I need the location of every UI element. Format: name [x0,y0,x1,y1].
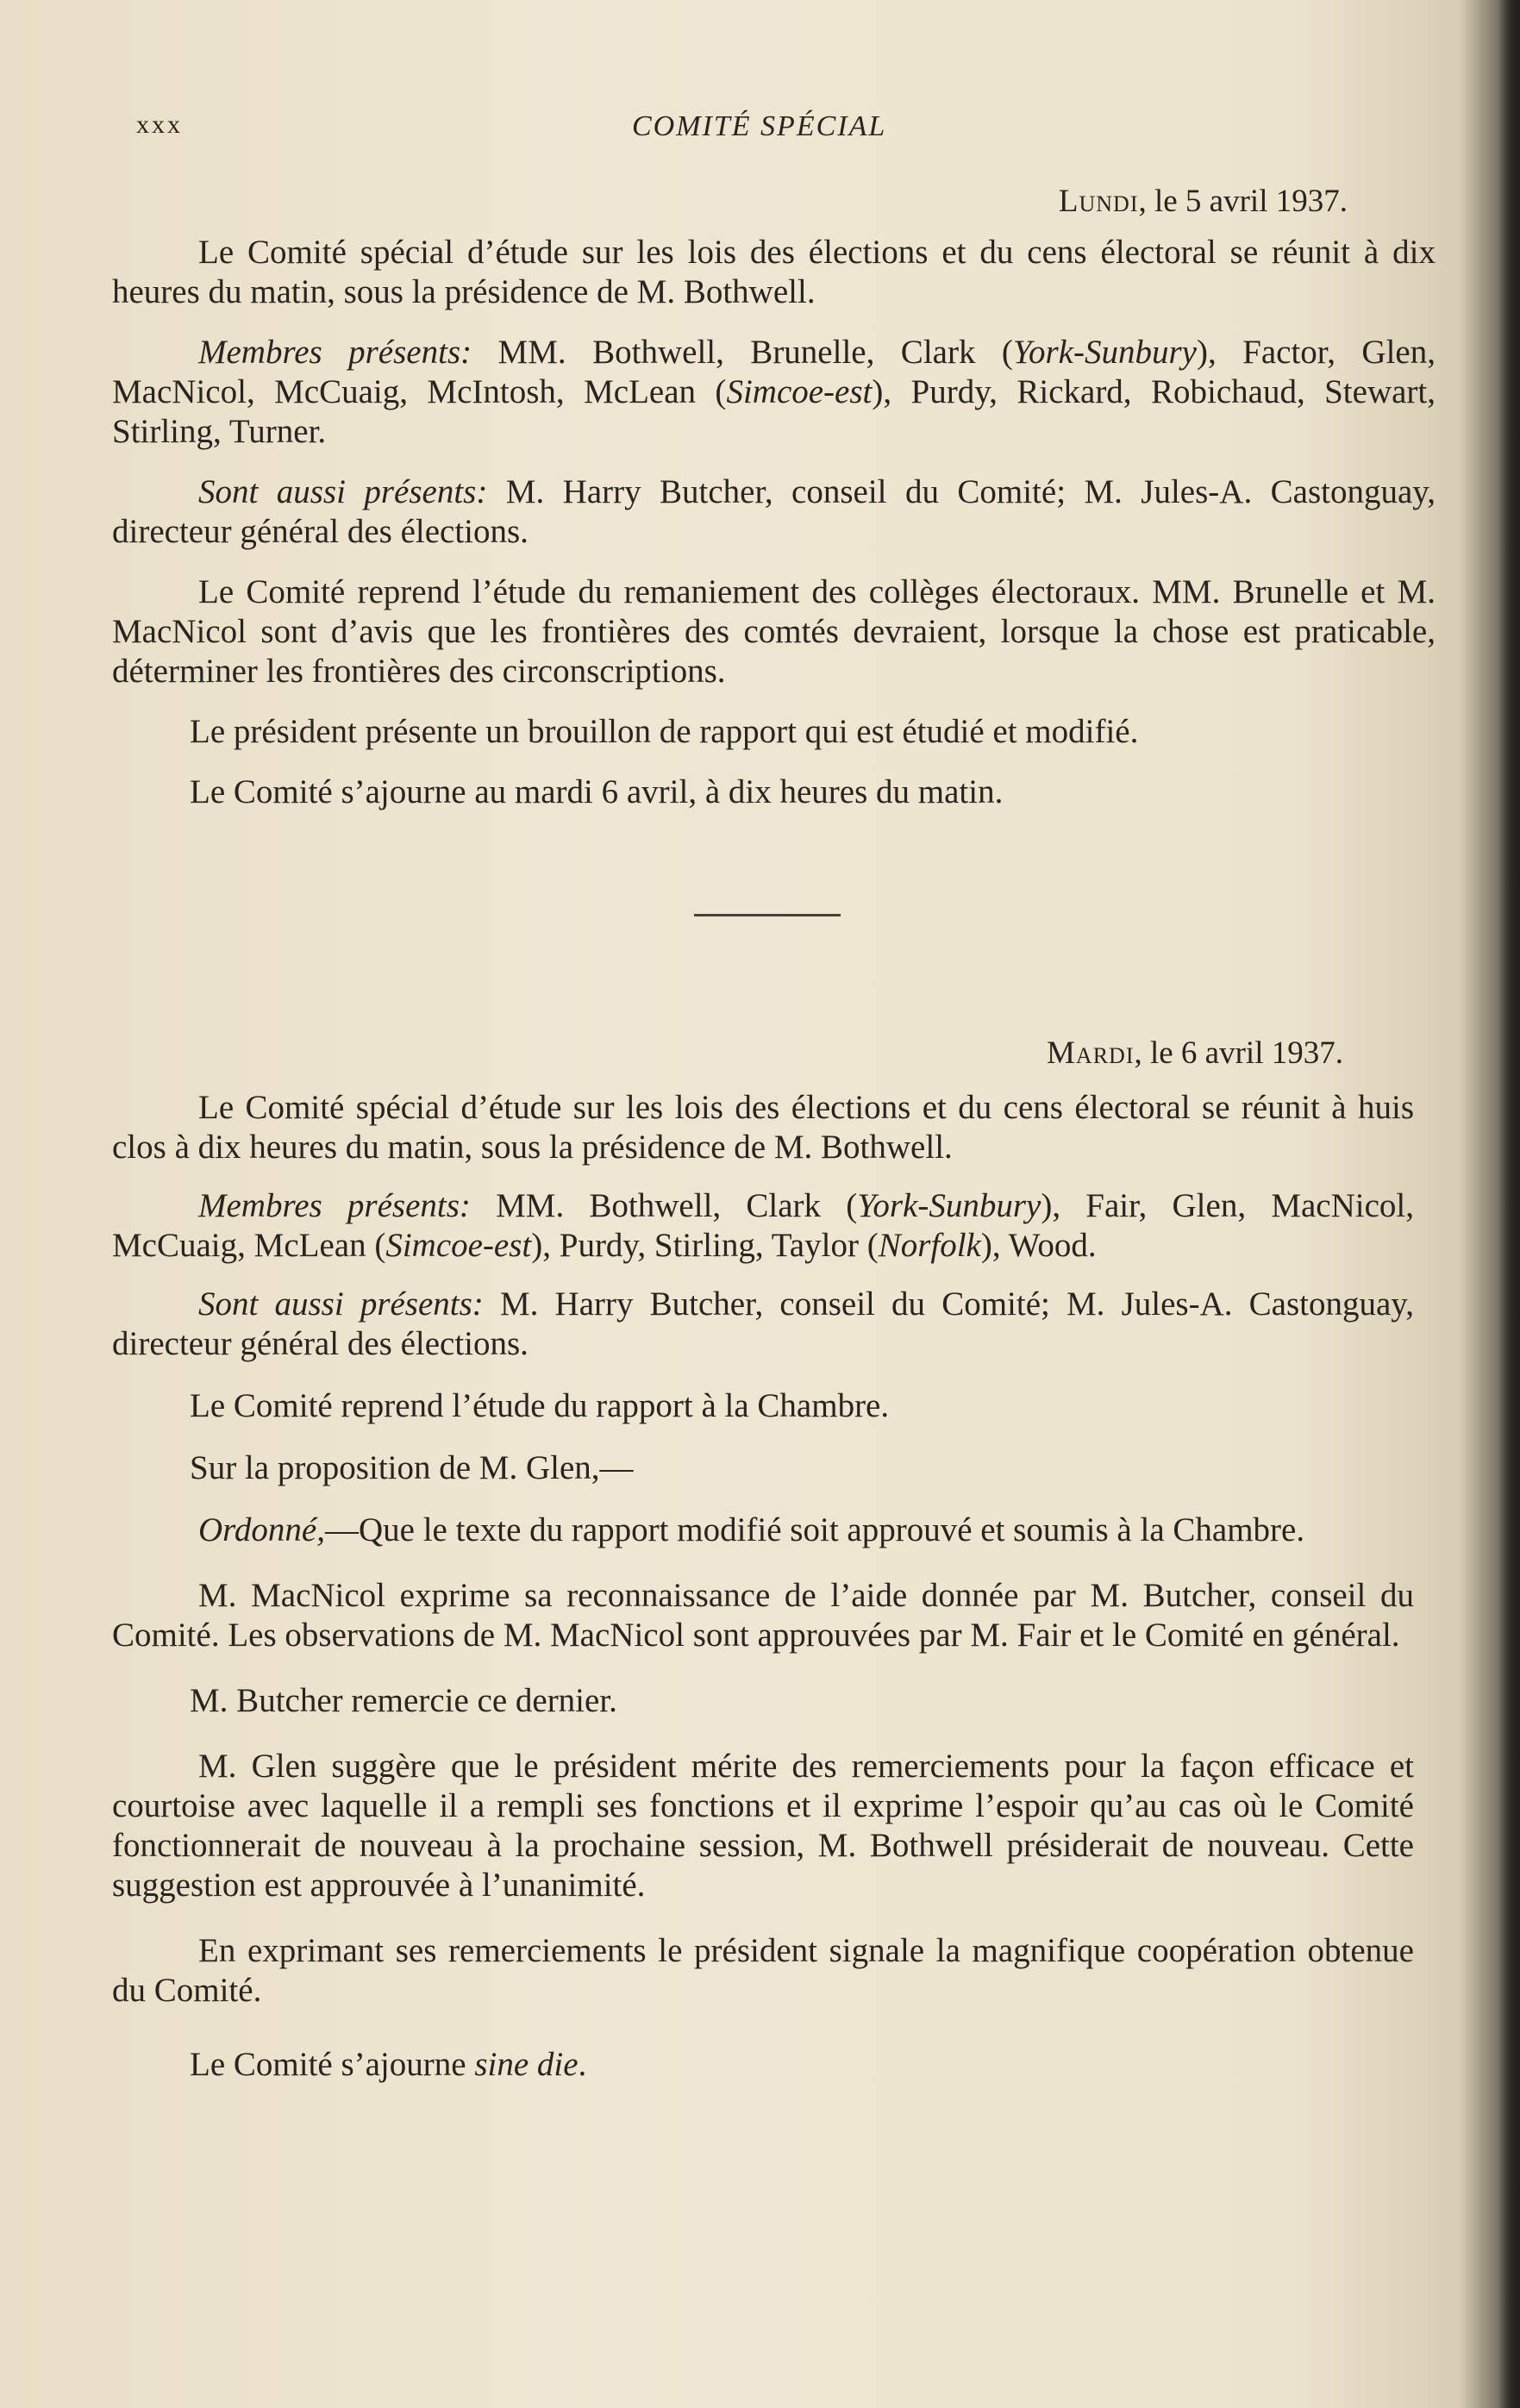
paragraph-members-present: Membres présents: MM. Bothwell, Clark (York-Sunbury), Fair, Glen, MacNicol, McCuaig, McLean (Simcoe-est), Purdy, Stirling, Taylor (Norfolk), Wood. [112,1187,1414,1264]
section-date-2 [1047,1035,1343,1072]
label-members: Membres présents: [198,1187,471,1224]
paragraph: Le Comité reprend l’étude du remaniement des collèges électoraux. MM. Brunelle et M. MacNicol sont d’avis que les frontières des comtés devraient, lorsque la chose est praticable, déterminer les frontières des circonscriptions. [112,573,1436,690]
paragraph: M. MacNicol exprime sa reconnaissance de l’aide donnée par M. Butcher, conseil du Comité. Les observations de M. MacNicol sont approuvées par M. Fair et le Comité en général. [112,1577,1414,1654]
paragraph: En exprimant ses remerciements le président signale la magnifique coopération obtenue du Comité. [112,1932,1414,2009]
paragraph-also-present: Sont aussi présents: M. Harry Butcher, conseil du Comité; M. Jules-A. Castonguay, directeur général des élections. [112,473,1436,550]
page-number: xxx [136,110,183,139]
section-divider [694,914,841,916]
date-rest: , le 6 avril 1937. [1134,1035,1343,1071]
paragraph: Le Comité spécial d’étude sur les lois des élections et du cens électoral se réunit à huis clos à dix heures du matin, sous la présidence de M. Bothwell. [112,1089,1414,1166]
book-gutter-shadow [1498,0,1520,2408]
label-also-present: Sont aussi présents: [198,473,488,510]
date-rest: , le 5 avril 1937. [1138,184,1348,219]
paragraph-members-present: Membres présents: MM. Bothwell, Brunelle, Clark (York-Sunbury), Factor, Glen, MacNicol, McCuaig, McIntosh, McLean (Simcoe-est), Purdy, Rickard, Robichaud, Stewart, Stirling, Turner. [112,334,1436,450]
paragraph: Sur la proposition de M. Glen,— [190,1449,634,1486]
page-header [136,102,1429,153]
paragraph: Le Comité spécial d’étude sur les lois des élections et du cens électoral se réunit à dix heures du matin, sous la présidence de M. Bothwell. [112,234,1436,310]
paragraph: M. Butcher remercie ce dernier. [190,1682,617,1719]
paragraph-ordonne: Ordonné,—Que le texte du rapport modifié soit approuvé et soumis à la Chambre. [198,1511,1305,1548]
label-ordonne: Ordonné, [198,1511,325,1548]
paragraph: Le Comité s’ajourne au mardi 6 avril, à dix heures du matin. [190,773,1004,810]
paragraph: Le Comité reprend l’étude du rapport à la Chambre. [190,1387,890,1424]
running-head: COMITÉ SPÉCIAL [632,110,887,142]
paragraph-adjourn: Le Comité s’ajourne sine die. [190,2046,587,2083]
paragraph: M. Glen suggère que le président mérite des remerciements pour la façon efficace et courtoise avec laquelle il a rempli ses fonctions et il exprime l’espoir qu’au cas où le Comité fonctionnerait de nouveau à la prochaine session, M. Bothwell présiderait de nouveau. Cette suggestion est approuvée à l’unanimité. [112,1748,1414,1904]
label-also-present: Sont aussi présents: [198,1285,484,1323]
paragraph: Le président présente un brouillon de rapport qui est étudié et modifié. [190,713,1139,750]
section-2-body [112,1088,1414,2085]
section-1-body [112,233,1436,812]
date-day: Lundi [1058,184,1139,219]
paragraph-also-present: Sont aussi présents: M. Harry Butcher, conseil du Comité; M. Jules-A. Castonguay, directeur général des élections. [112,1285,1414,1362]
section-date-1 [1059,183,1348,220]
date-day: Mardi [1047,1035,1135,1071]
label-members: Membres présents: [198,334,472,371]
